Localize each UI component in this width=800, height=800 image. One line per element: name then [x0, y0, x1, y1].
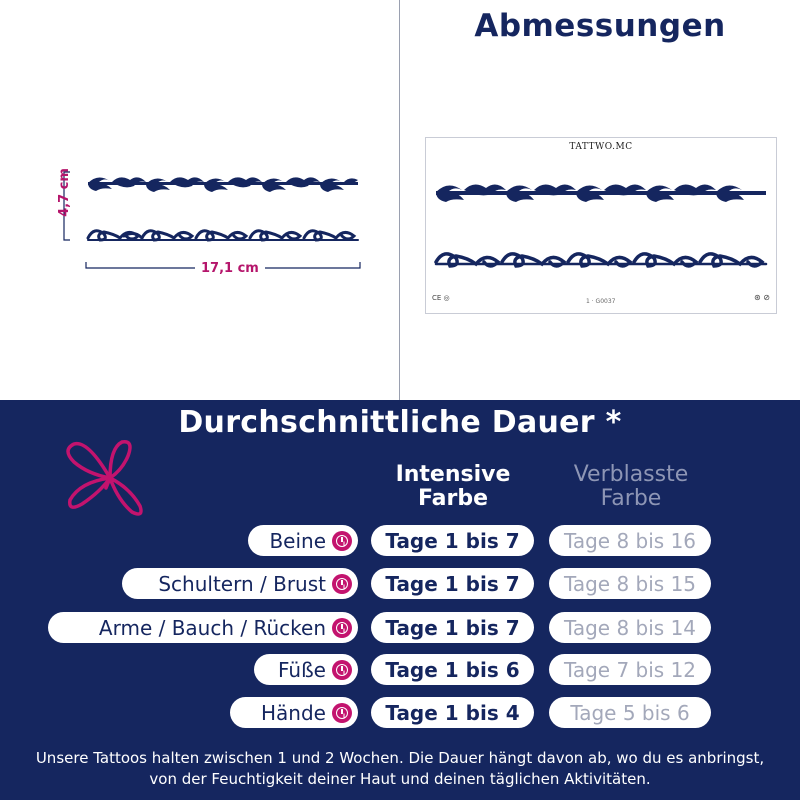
- row-label-pill: [48, 612, 358, 643]
- dimensions-title: Abmessungen: [474, 8, 726, 44]
- column-header-intense: Intensive Farbe: [395, 462, 511, 511]
- swirl-band-bottom: [88, 231, 358, 240]
- sheet-tattoo-designs: [426, 138, 776, 313]
- tattoo-sheet-preview: [425, 137, 777, 314]
- sheet-ce-mark: CE ◎: [432, 294, 450, 302]
- clock-icon: [332, 703, 352, 723]
- intense-duration: Tage 1 bis 4: [371, 697, 534, 728]
- duration-title: Durchschnittliche Dauer *: [178, 405, 622, 440]
- row-label: Füße: [278, 657, 326, 682]
- sheet-brand: TATTWO.MC: [569, 142, 633, 152]
- faded-duration: Tage 7 bis 12: [549, 654, 711, 685]
- row-label: Beine: [269, 528, 326, 553]
- sheet-code: 1 · G0037: [586, 298, 616, 305]
- faded-duration: Tage 5 bis 6: [549, 697, 711, 728]
- height-label: 4,7 cm: [56, 168, 72, 217]
- clock-icon: [332, 660, 352, 680]
- vertical-divider: [399, 0, 400, 400]
- faded-duration: Tage 8 bis 15: [549, 568, 711, 599]
- row-label-pill: [248, 525, 358, 556]
- intense-duration: Tage 1 bis 7: [371, 612, 534, 643]
- width-label: 17,1 cm: [195, 261, 265, 276]
- faded-duration: Tage 8 bis 14: [549, 612, 711, 643]
- intense-duration: Tage 1 bis 7: [371, 525, 534, 556]
- column-header-faded: Verblasste Farbe: [573, 462, 689, 511]
- clock-icon: [332, 531, 352, 551]
- clock-icon: [332, 618, 352, 638]
- faded-duration: Tage 8 bis 16: [549, 525, 711, 556]
- row-label-pill: [230, 697, 358, 728]
- row-label: Arme / Bauch / Rücken: [98, 615, 326, 640]
- tribal-band-top: [88, 177, 358, 192]
- intense-duration: Tage 1 bis 6: [371, 654, 534, 685]
- sheet-swirl-band: [436, 254, 766, 266]
- intense-duration: Tage 1 bis 7: [371, 568, 534, 599]
- dragonfly-icon: [60, 430, 160, 540]
- clock-icon: [332, 574, 352, 594]
- footer-note: Unsere Tattoos halten zwischen 1 und 2 Wochen. Die Dauer hängt davon ab, wo du es anbringst, von der Feuchtigkeit deiner Haut und deinen täglichen Aktivitäten.: [35, 749, 765, 788]
- row-label: Schultern / Brust: [158, 571, 326, 596]
- sheet-warning-icons: ⊛ ⊘: [754, 293, 770, 302]
- row-label-pill: [122, 568, 358, 599]
- row-label-pill: [254, 654, 358, 685]
- row-label: Hände: [261, 700, 326, 725]
- sheet-tribal-band: [436, 184, 766, 202]
